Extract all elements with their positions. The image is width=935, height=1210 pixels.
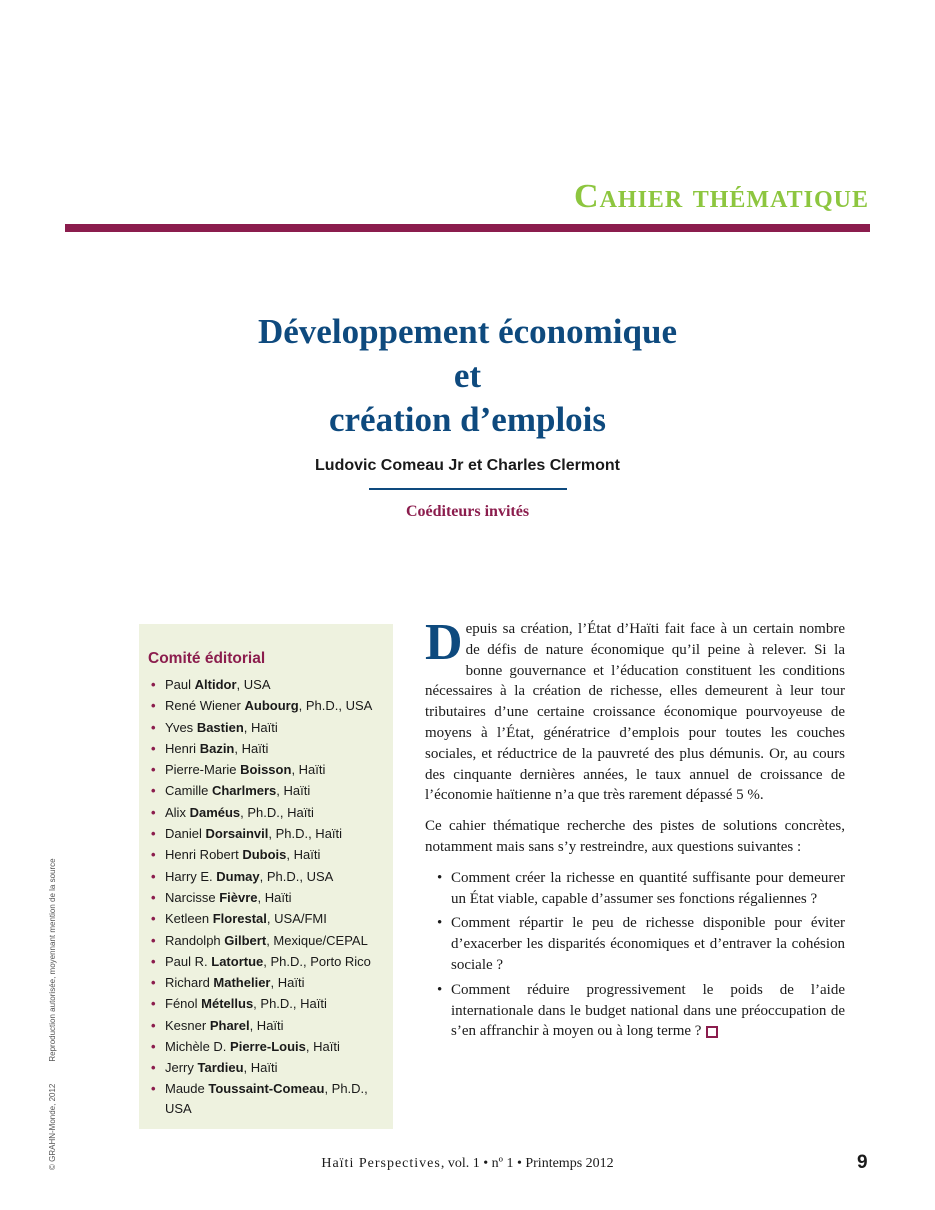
copyright-notice: © GRAHN-Monde, 2012 [48, 1083, 57, 1170]
member-last-name: Boisson [240, 762, 292, 778]
member-first-name: Richard [165, 975, 210, 991]
member-last-name: Florestal [212, 911, 267, 927]
bullet-icon: • [151, 1017, 156, 1033]
member-first-name: Henri Robert [165, 847, 239, 863]
member-affiliation: , Haïti [243, 1060, 278, 1076]
member-last-name: Pharel [209, 1017, 250, 1033]
member-last-name: Pierre-Louis [230, 1039, 306, 1055]
committee-member [148, 1036, 388, 1057]
question-text: Comment créer la richesse en quantité suffisante pour demeurer un État viable, capable d’assumer ses fonctions régaliennes ? [451, 869, 845, 907]
member-first-name: Paul R. [165, 953, 208, 969]
intro-paragraph [425, 614, 845, 806]
member-affiliation: , Haïti [286, 847, 321, 863]
committee-member [148, 951, 388, 972]
committee-member [148, 844, 388, 865]
member-affiliation: , Haïti [243, 719, 278, 735]
member-affiliation: , Haïti [257, 889, 292, 905]
member-first-name: Maude [165, 1080, 205, 1096]
member-first-name: Henri [165, 740, 197, 756]
authors-divider [369, 488, 567, 490]
page-footer [0, 1156, 935, 1172]
member-last-name: Tardieu [197, 1060, 244, 1076]
committee-member [148, 802, 388, 823]
committee-member [148, 759, 388, 780]
bullet-icon: • [151, 804, 156, 820]
committee-member [148, 780, 388, 801]
member-affiliation: , Ph.D., USA [259, 868, 334, 884]
list-item: • Comment créer la richesse en quantité suffisante pour demeurer un État viable, capable d’assumer ses fonctions régaliennes ? [437, 869, 845, 907]
bullet-icon: • [151, 783, 156, 799]
question-text: Comment réduire progressivement le poids de l’aide internationale dans le budget national dans une préoccupation de s’en affranchir à moyen ou à long terme ? [451, 981, 845, 1040]
committee-member [148, 823, 388, 844]
page-number: 9 [857, 1152, 868, 1173]
member-last-name: Bastien [196, 719, 244, 735]
member-affiliation: , Haïti [249, 1017, 284, 1033]
committee-member [148, 738, 388, 759]
bullet-icon: • [151, 953, 156, 969]
member-first-name: Ketleen [165, 911, 210, 927]
member-affiliation: , Ph.D., USA [298, 698, 373, 714]
reproduction-notice: Reproduction autorisée, moyennant mention de la source [48, 858, 57, 1062]
drop-cap: D [425, 614, 463, 671]
bullet-icon: • [151, 868, 156, 884]
member-last-name: Charlmers [211, 783, 277, 799]
member-first-name: Michèle D. [165, 1039, 227, 1055]
section-title: Cahier thématique [574, 178, 869, 215]
committee-member [148, 908, 388, 929]
bullet-icon: • [151, 1080, 156, 1096]
bullet-icon: • [151, 762, 156, 778]
member-first-name: Alix [165, 804, 186, 820]
member-affiliation: , Ph.D., USA [165, 1080, 368, 1116]
member-affiliation: , Ph.D., Porto Rico [263, 953, 371, 969]
member-last-name: Métellus [201, 996, 254, 1012]
member-first-name: Camille [165, 783, 209, 799]
article-body [425, 614, 845, 1046]
bullet-icon: • [151, 740, 156, 756]
committee-list [148, 674, 388, 1119]
committee-member [148, 1057, 388, 1078]
end-of-article-icon [706, 1026, 718, 1038]
bullet-icon: • [151, 975, 156, 991]
member-first-name: René Wiener [165, 698, 241, 714]
member-last-name: Dubois [242, 847, 287, 863]
issue-info: , vol. 1 • nº 1 • Printemps 2012 [440, 1156, 614, 1171]
bullet-icon: • [151, 677, 156, 692]
member-last-name: Altidor [194, 677, 237, 692]
member-affiliation: , Haïti [276, 783, 311, 799]
article-authors: Ludovic Comeau Jr et Charles Clermont [315, 457, 620, 474]
member-first-name: Narcisse [165, 889, 216, 905]
title-line-3: création d’emplois [328, 400, 607, 439]
bullet-icon: • [151, 1060, 156, 1076]
question-text: Comment répartir le peu de richesse disponible pour éviter d’exacerber les disparités économiques et d’entraver la cohésion sociale ? [451, 915, 845, 973]
member-last-name: Bazin [199, 740, 235, 756]
member-first-name: Jerry [165, 1060, 194, 1076]
list-item: • Comment réduire progressivement le poids de l’aide internationale dans le budget national dans une préoccupation de s’en affranchir à moyen ou à long terme ? [437, 981, 845, 1040]
journal-name: Haïti Perspectives [321, 1156, 441, 1171]
member-last-name: Toussaint-Comeau [208, 1080, 325, 1096]
committee-member [148, 993, 388, 1014]
committee-member [148, 972, 388, 993]
bullet-icon: • [151, 719, 156, 735]
bullet-icon: • [151, 911, 156, 927]
member-affiliation: , Haïti [305, 1039, 340, 1055]
committee-member [148, 674, 388, 695]
committee-member [148, 717, 388, 738]
member-last-name: Fièvre [219, 889, 258, 905]
member-affiliation: , Ph.D., Haïti [240, 804, 314, 820]
member-last-name: Aubourg [244, 698, 299, 714]
title-line-2: et [453, 356, 482, 395]
member-affiliation: , Haïti [291, 762, 326, 778]
article-title [0, 310, 935, 442]
bullet-icon: • [151, 826, 156, 842]
member-last-name: Daméus [189, 804, 241, 820]
question-list [425, 868, 845, 1042]
committee-member [148, 887, 388, 908]
member-last-name: Dumay [216, 868, 260, 884]
member-first-name: Pierre-Marie [165, 762, 237, 778]
committee-heading: Comité éditorial [148, 650, 266, 667]
committee-member [148, 695, 388, 716]
member-affiliation: , USA/FMI [266, 911, 327, 927]
list-item: • Comment répartir le peu de richesse disponible pour éviter d’exacerber les disparités économiques et d’entraver la cohésion sociale ? [437, 915, 845, 973]
bullet-icon: • [151, 932, 156, 948]
member-affiliation: , Ph.D., Haïti [268, 826, 343, 842]
member-first-name: Fénol [165, 996, 198, 1012]
bullet-icon: • [151, 698, 156, 714]
bullet-icon: • [151, 996, 156, 1012]
coeditors-label: Coéditeurs invités [405, 503, 530, 520]
member-first-name: Randolph [165, 932, 221, 948]
member-first-name: Daniel [165, 826, 202, 842]
committee-member [148, 930, 388, 951]
side-credit [48, 836, 57, 1170]
member-affiliation: , Mexique/CEPAL [266, 932, 368, 948]
member-first-name: Yves [165, 719, 194, 735]
member-first-name: Kesner [165, 1017, 207, 1033]
title-line-1: Développement économique [258, 312, 677, 351]
bullet-icon: • [151, 1039, 156, 1055]
member-affiliation: , Haïti [234, 740, 269, 756]
member-affiliation: , Haïti [270, 975, 305, 991]
member-last-name: Mathelier [213, 975, 271, 991]
committee-member [148, 1079, 388, 1119]
member-last-name: Dorsainvil [205, 826, 269, 842]
bullet-icon: • [151, 889, 156, 905]
committee-member [148, 866, 388, 887]
intro-text: epuis sa création, l’État d’Haïti fait face à un certain nombre de défis de nature économique qu’il peine à relever. Si la bonne gouvernance et l’éducation constituent les conditions nécessaires à la création de richesse, elles demeurent à leur tour tributaires d’une certaine croissance économique pourvoyeuse de moyens à l’État, génératrice d’emplois pour toutes les couches sociales, et réductrice de la pauvreté des plus démunis. Or, au cours des cinquante dernières années, le taux annuel de croissance de l’économie haïtienne n’a que très rarement dépassé 5 %. [425, 621, 845, 804]
member-affiliation: , Ph.D., Haïti [253, 996, 327, 1012]
member-first-name: Paul [165, 677, 192, 692]
member-last-name: Latortue [211, 953, 264, 969]
header-rule [65, 224, 870, 232]
member-affiliation: , USA [236, 677, 271, 692]
bullet-icon: • [151, 847, 156, 863]
committee-member [148, 1015, 388, 1036]
member-last-name: Gilbert [224, 932, 267, 948]
member-first-name: Harry E. [165, 868, 213, 884]
questions-intro: Ce cahier thématique recherche des pistes de solutions concrètes, notamment mais sans s’y restreindre, aux questions suivantes : [425, 818, 845, 855]
